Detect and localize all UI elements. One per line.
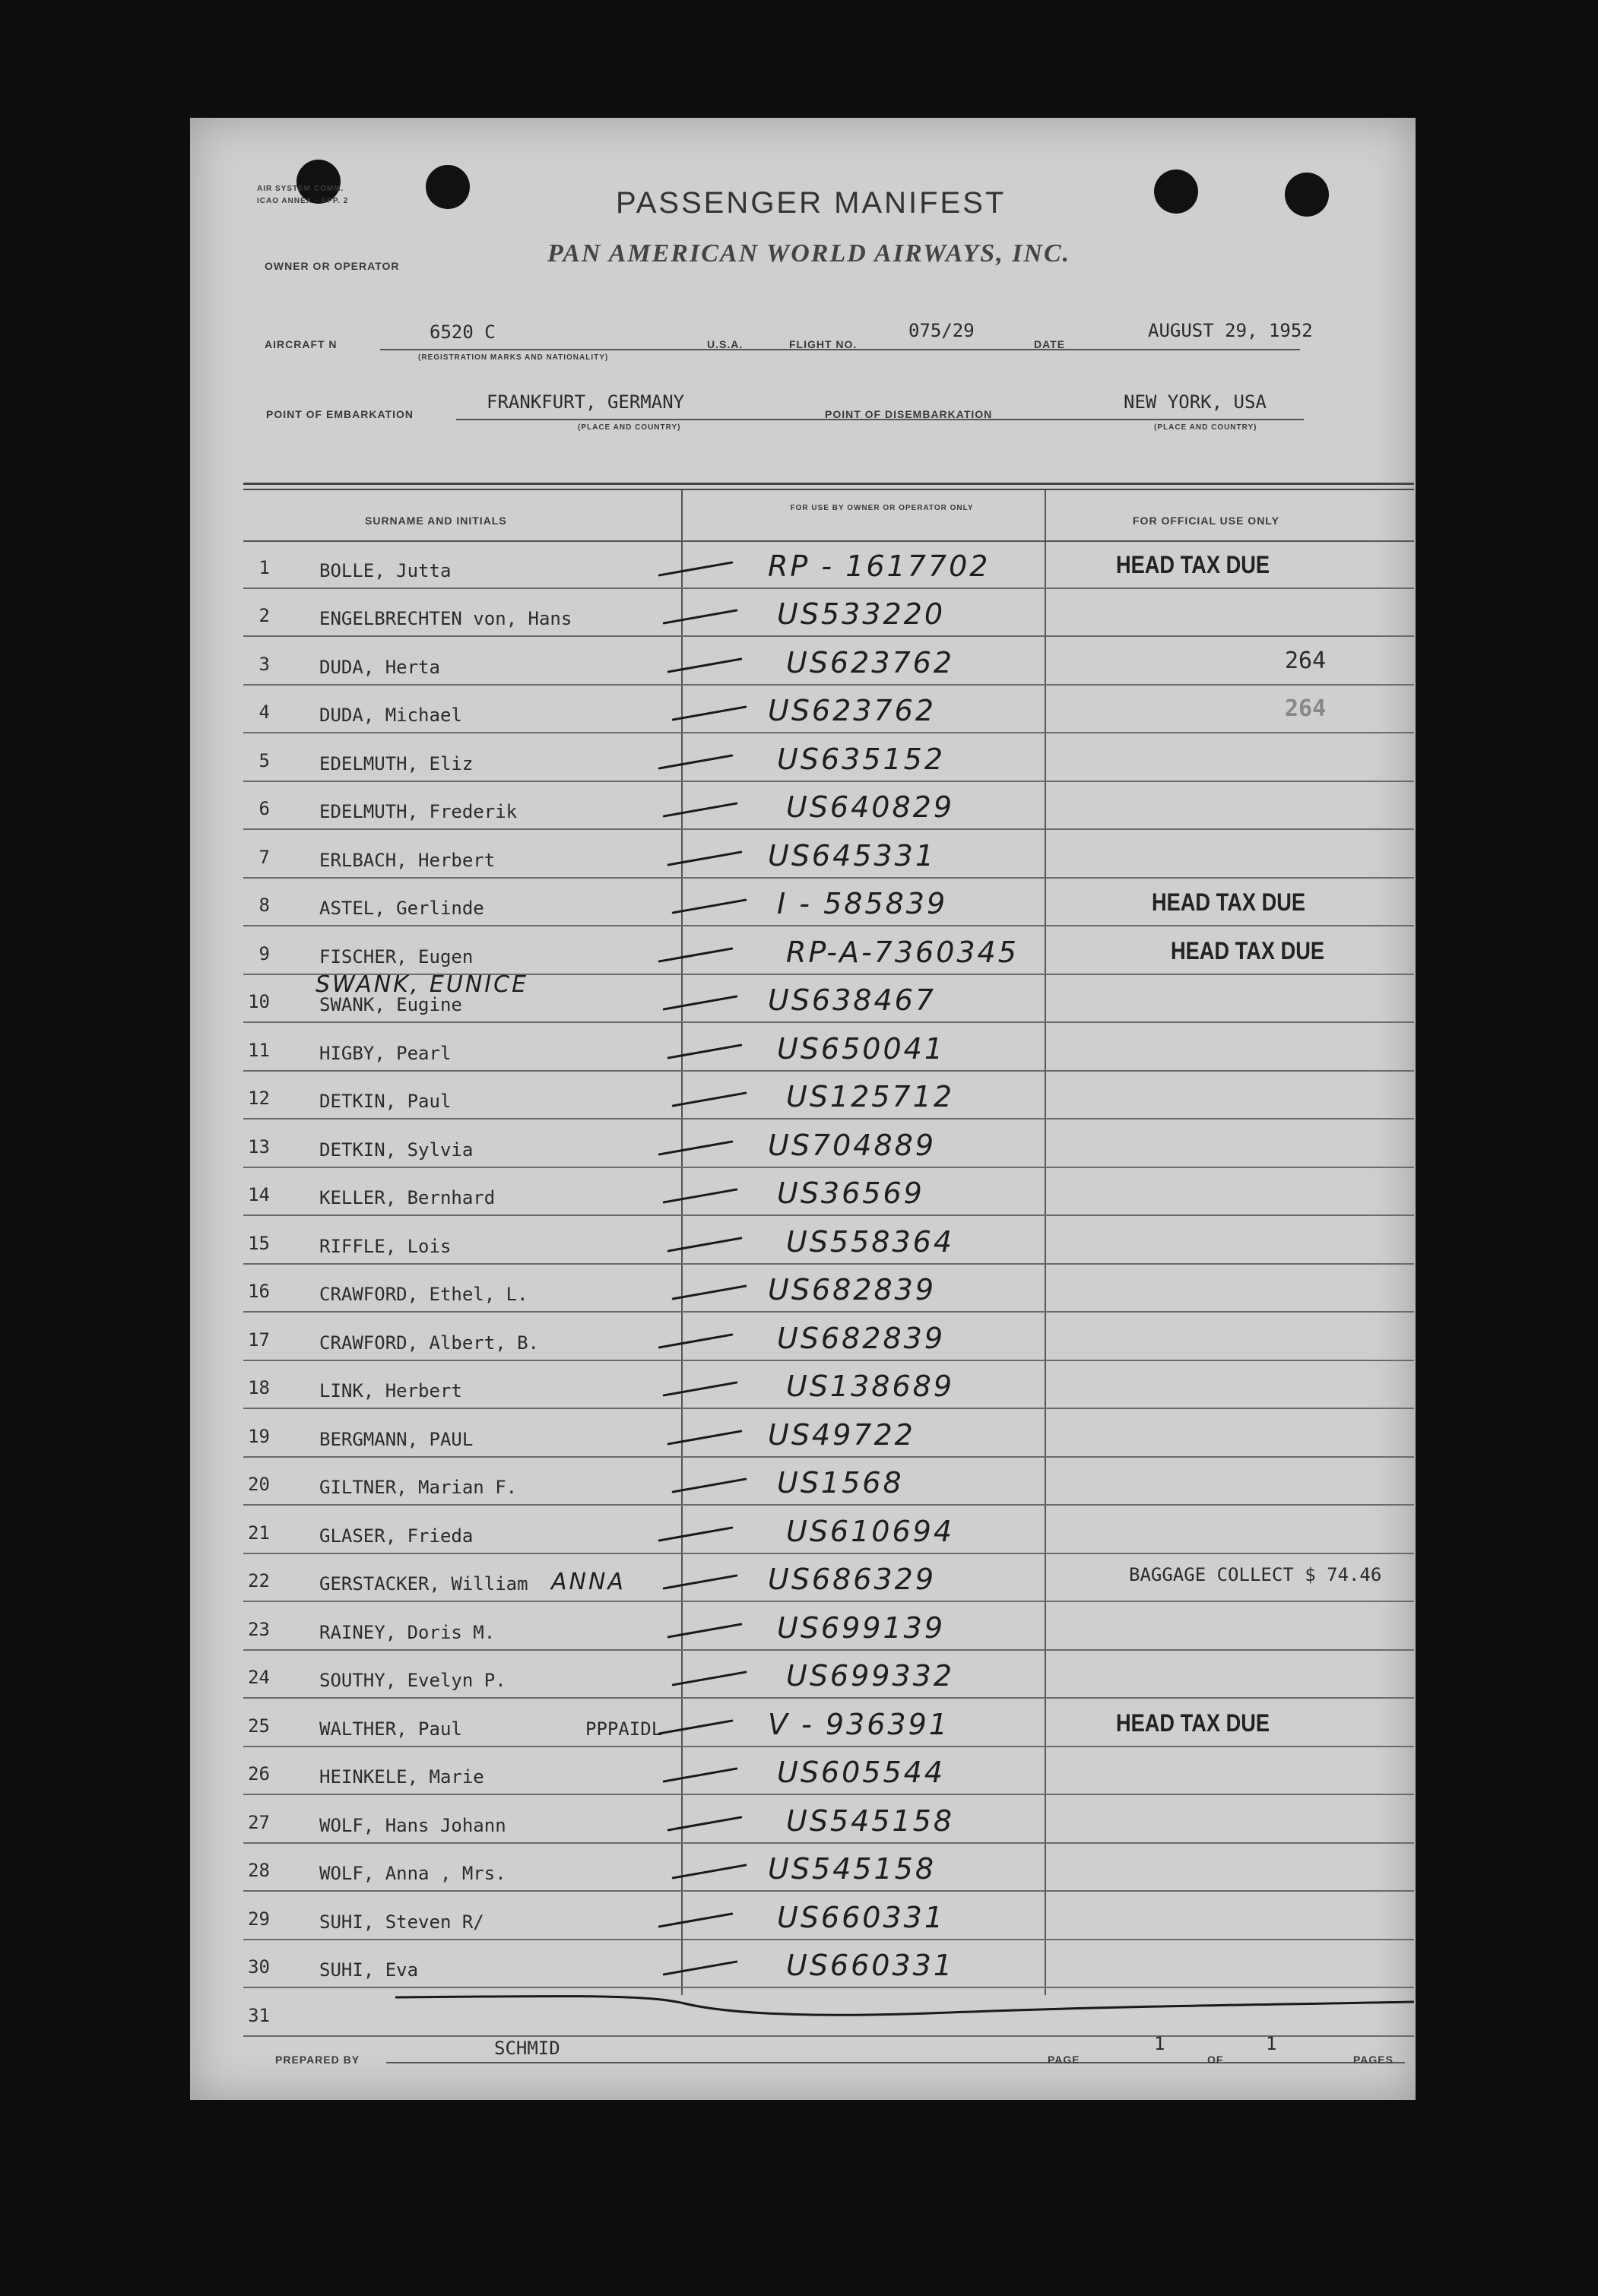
- form-reference-1: AIR SYSTEM COMM.: [257, 185, 344, 193]
- row-number: 24: [248, 1667, 270, 1688]
- row-number: 11: [248, 1039, 270, 1061]
- passenger-name: GILTNER, Marian F.: [319, 1477, 518, 1498]
- table-row: [190, 1795, 1416, 1844]
- passenger-name: SUHI, Steven R/: [319, 1911, 484, 1933]
- passenger-name: RIFFLE, Lois: [319, 1235, 452, 1257]
- passenger-name: DUDA, Herta: [319, 656, 440, 678]
- table-row: [190, 589, 1416, 638]
- passport-number: US660331: [777, 1900, 945, 1934]
- passport-number: US125712: [786, 1080, 954, 1113]
- check-mark: [658, 1526, 733, 1541]
- row-number: 15: [248, 1232, 270, 1254]
- closing-line: [190, 1965, 1416, 2026]
- passport-number: US545158: [768, 1852, 936, 1886]
- passport-number: US640829: [786, 790, 954, 824]
- aircraft-label: AIRCRAFT N: [265, 338, 338, 350]
- row-number: 10: [248, 991, 270, 1012]
- handwritten-correction: SWANK, EUNICE: [315, 971, 529, 998]
- pages-label: PAGES: [1353, 2054, 1393, 2066]
- passenger-name: WOLF, Hans Johann: [319, 1814, 506, 1836]
- handwritten-correction: ANNA: [551, 1569, 626, 1595]
- passport-number: US645331: [768, 838, 936, 872]
- passport-number: US650041: [777, 1031, 945, 1066]
- row-number: 21: [248, 1522, 270, 1544]
- passenger-name: SWANK, Eugine: [319, 994, 462, 1015]
- row-number: 18: [248, 1377, 270, 1398]
- check-mark: [667, 1816, 742, 1831]
- row-number: 2: [258, 605, 270, 626]
- page-title: PASSENGER MANIFEST: [616, 186, 1007, 220]
- table-row: [190, 686, 1416, 734]
- check-mark: [671, 898, 747, 914]
- check-mark: [671, 1477, 747, 1493]
- disembarkation-value: NEW YORK, USA: [1124, 391, 1267, 413]
- passport-number: US699332: [786, 1659, 954, 1693]
- usa-label: U.S.A.: [707, 338, 744, 350]
- check-mark: [658, 1140, 733, 1155]
- row-number: 1: [258, 556, 270, 578]
- table-row: [190, 1168, 1416, 1217]
- passport-number: I - 585839: [777, 887, 948, 920]
- check-mark: [662, 1188, 737, 1203]
- table-row: [190, 879, 1416, 927]
- row-number: 13: [248, 1135, 270, 1158]
- passport-number: US36569: [777, 1177, 924, 1210]
- passenger-name: DETKIN, Paul: [319, 1091, 452, 1112]
- official-annotation: BAGGAGE COLLECT $ 74.46: [1129, 1564, 1382, 1585]
- passport-number: US1568: [777, 1466, 904, 1500]
- embarkation-value: FRANKFURT, GERMANY: [487, 391, 685, 413]
- column-header-owner: FOR USE BY OWNER OR OPERATOR ONLY: [790, 504, 974, 512]
- passenger-name: CRAWFORD, Ethel, L.: [319, 1284, 528, 1305]
- column-header-official: FOR OFFICIAL USE ONLY: [1133, 515, 1279, 527]
- official-annotation: HEAD TAX DUE: [1171, 936, 1324, 964]
- check-mark: [658, 754, 733, 769]
- airline-name: PAN AMERICAN WORLD AIRWAYS, INC.: [547, 239, 1071, 268]
- row-number: 30: [248, 1956, 270, 1978]
- passport-number: US49722: [768, 1417, 915, 1452]
- row-number: 3: [258, 653, 270, 675]
- passport-number: US605544: [777, 1756, 945, 1789]
- table-row: [190, 1023, 1416, 1072]
- embark-place-label: (PLACE AND COUNTRY): [578, 423, 681, 432]
- check-mark: [671, 1284, 747, 1300]
- check-mark: [662, 1381, 737, 1396]
- flight-date: AUGUST 29, 1952: [1148, 320, 1313, 341]
- punch-hole: [1154, 169, 1198, 214]
- check-mark: [658, 947, 733, 962]
- page-label: PAGE: [1048, 2054, 1080, 2066]
- check-mark: [667, 1430, 742, 1445]
- check-mark: [658, 1719, 733, 1734]
- passenger-name: GERSTACKER, William: [319, 1573, 528, 1595]
- passport-number: RP - 1617702: [768, 549, 991, 583]
- table-row: [190, 926, 1416, 975]
- passenger-name: DETKIN, Sylvia: [319, 1138, 474, 1161]
- passport-number: US623762: [768, 694, 936, 727]
- row-number: 7: [258, 846, 270, 868]
- row-number: 25: [248, 1715, 270, 1737]
- check-mark: [667, 1043, 742, 1059]
- row-note: PPPAIDL: [585, 1718, 663, 1740]
- passenger-name: FISCHER, Eugen: [319, 945, 474, 967]
- row-number: 31: [248, 2004, 270, 2026]
- official-annotation: HEAD TAX DUE: [1116, 550, 1270, 578]
- row-number: 4: [258, 701, 270, 723]
- passenger-name: SOUTHY, Evelyn P.: [319, 1670, 506, 1691]
- passport-number: US545158: [786, 1804, 954, 1838]
- passport-number: US635152: [777, 742, 945, 776]
- row-number: 14: [248, 1184, 270, 1205]
- aircraft-value: 6520 C: [430, 321, 496, 343]
- passenger-name: EDELMUTH, Eliz: [319, 752, 474, 774]
- table-row: [190, 1699, 1416, 1747]
- table-row: [190, 1313, 1416, 1361]
- passenger-name: DUDA, Michael: [319, 705, 462, 726]
- check-mark: [671, 1864, 747, 1879]
- table-row: [190, 1554, 1416, 1603]
- passport-number: US682839: [768, 1273, 936, 1306]
- row-number: 23: [248, 1618, 270, 1640]
- table-row: [190, 1409, 1416, 1458]
- check-mark: [667, 1237, 742, 1252]
- table-row: [190, 1265, 1416, 1313]
- passenger-name: ERLBACH, Herbert: [319, 849, 496, 871]
- check-mark: [671, 1091, 747, 1107]
- passenger-name: BOLLE, Jutta: [319, 559, 452, 581]
- flight-label: FLIGHT NO.: [789, 338, 858, 350]
- check-mark: [667, 657, 742, 673]
- check-mark: [662, 802, 737, 817]
- prepared-by-label: PREPARED BY: [275, 2054, 360, 2066]
- passport-number: V - 936391: [768, 1707, 950, 1741]
- flight-number: 075/29: [908, 320, 975, 341]
- passenger-name: WALTHER, Paul: [319, 1718, 462, 1740]
- row-number: 6: [258, 798, 270, 819]
- check-mark: [658, 561, 733, 576]
- total-pages: 1: [1266, 2033, 1277, 2054]
- table-row: [190, 1458, 1416, 1506]
- passenger-name: ENGELBRECHTEN von, Hans: [319, 608, 572, 629]
- punch-hole: [426, 165, 470, 209]
- table-row: [190, 830, 1416, 879]
- row-number: 17: [248, 1329, 270, 1351]
- official-annotation: 264: [1285, 647, 1327, 674]
- passport-number: US533220: [777, 597, 945, 631]
- passenger-name: WOLF, Anna , Mrs.: [319, 1863, 506, 1884]
- table-row: [190, 1651, 1416, 1699]
- date-label: DATE: [1034, 338, 1066, 350]
- passport-number: US682839: [777, 1321, 945, 1355]
- embarkation-label: POINT OF EMBARKATION: [266, 408, 414, 420]
- table-row: [190, 1892, 1416, 1940]
- check-mark: [671, 705, 747, 720]
- row-number: 26: [248, 1763, 270, 1785]
- passport-number: RP-A-7360345: [786, 935, 1019, 969]
- passenger-name: SUHI, Eva: [319, 1959, 419, 1981]
- table-row: [190, 971, 1416, 1024]
- page-number: 1: [1154, 2033, 1165, 2054]
- passport-number: US704889: [768, 1128, 936, 1162]
- table-row: [190, 733, 1416, 782]
- check-mark: [658, 1333, 733, 1348]
- row-number: 8: [258, 895, 270, 916]
- table-row: [190, 1602, 1416, 1651]
- row-number: 16: [248, 1281, 270, 1302]
- table-row: [190, 1072, 1416, 1120]
- column-header-name: SURNAME AND INITIALS: [365, 515, 507, 527]
- passport-number: US686329: [768, 1563, 936, 1596]
- row-number: 27: [248, 1811, 270, 1833]
- owner-label: OWNER OR OPERATOR: [265, 260, 400, 272]
- table-row: [190, 637, 1416, 686]
- row-number: 19: [248, 1425, 270, 1447]
- table-row: [190, 540, 1416, 589]
- check-mark: [662, 995, 737, 1010]
- table-row: [190, 1747, 1416, 1796]
- disembarkation-label: POINT OF DISEMBARKATION: [825, 408, 993, 420]
- passenger-name: CRAWFORD, Albert, B.: [319, 1332, 539, 1354]
- check-mark: [662, 1767, 737, 1782]
- of-label: OF: [1207, 2054, 1224, 2066]
- table-row: [190, 782, 1416, 831]
- passport-number: US623762: [786, 645, 954, 679]
- row-number: 20: [248, 1474, 270, 1495]
- check-mark: [658, 1912, 733, 1927]
- passport-number: US660331: [786, 1949, 954, 1982]
- passport-number: US638467: [768, 983, 936, 1017]
- official-annotation: HEAD TAX DUE: [1116, 1709, 1270, 1737]
- row-number: 5: [258, 749, 270, 771]
- check-mark: [671, 1671, 747, 1686]
- row-number: 29: [248, 1908, 270, 1930]
- official-annotation: HEAD TAX DUE: [1152, 888, 1305, 916]
- manifest-sheet: [190, 118, 1416, 2100]
- table-row: [190, 1361, 1416, 1410]
- passenger-name: HIGBY, Pearl: [319, 1042, 452, 1064]
- prepared-by-value: SCHMID: [494, 2038, 560, 2059]
- passenger-name: ASTEL, Gerlinde: [319, 898, 484, 919]
- passenger-name: EDELMUTH, Frederik: [319, 801, 518, 822]
- row-number: 9: [258, 942, 270, 964]
- check-mark: [662, 1574, 737, 1589]
- registration-label: (REGISTRATION MARKS AND NATIONALITY): [418, 353, 609, 362]
- row-number: 28: [248, 1860, 270, 1881]
- row-number: 22: [248, 1570, 270, 1591]
- disembark-place-label: (PLACE AND COUNTRY): [1154, 423, 1257, 432]
- passport-number: US699139: [777, 1610, 945, 1645]
- check-mark: [667, 1623, 742, 1638]
- table-row: [190, 1506, 1416, 1554]
- passport-number: US558364: [786, 1224, 954, 1259]
- check-mark: [662, 609, 737, 624]
- passenger-name: BERGMANN, PAUL: [319, 1428, 474, 1450]
- passenger-name: HEINKELE, Marie: [319, 1766, 484, 1788]
- table-row: [190, 1844, 1416, 1892]
- table-row: [190, 1119, 1416, 1168]
- passenger-name: GLASER, Frieda: [319, 1525, 474, 1547]
- passport-number: US138689: [786, 1370, 954, 1403]
- row-number: 12: [248, 1088, 270, 1109]
- passenger-name: RAINEY, Doris M.: [319, 1621, 496, 1643]
- table-row: [190, 1216, 1416, 1265]
- passenger-name: LINK, Herbert: [319, 1380, 462, 1401]
- passenger-name: KELLER, Bernhard: [319, 1187, 496, 1208]
- punch-hole: [1285, 173, 1329, 217]
- passport-number: US610694: [786, 1514, 954, 1548]
- check-mark: [667, 850, 742, 866]
- official-annotation: 264: [1285, 695, 1327, 722]
- form-reference-2: ICAO ANNEX - APP. 2: [257, 197, 349, 205]
